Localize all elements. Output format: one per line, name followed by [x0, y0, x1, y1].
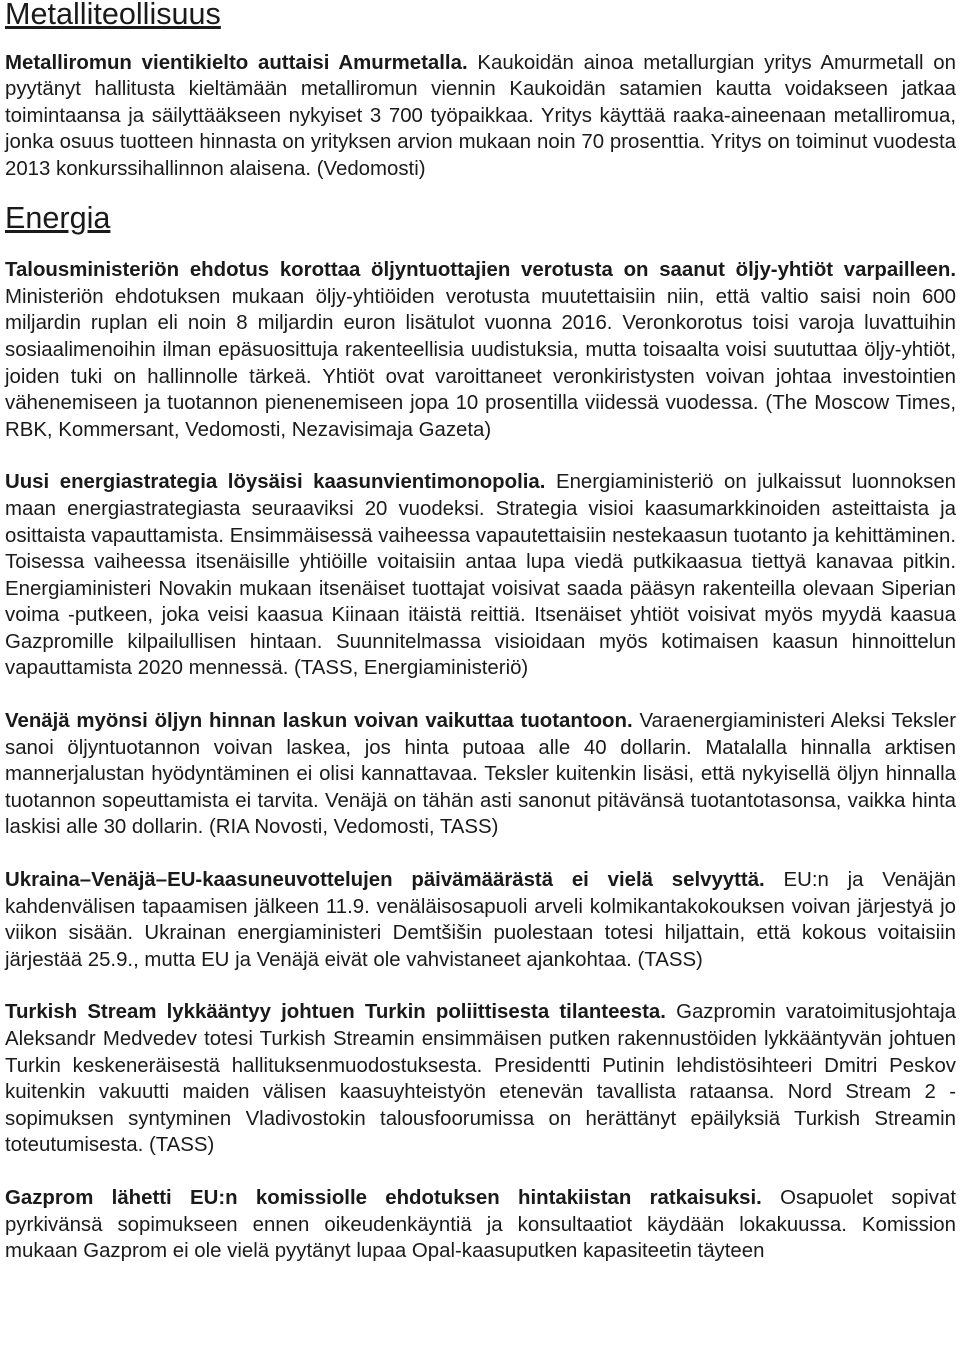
article-amurmetall	[5, 50, 956, 183]
article-body: Gazpromin varatoimitusjohtaja Aleksandr Medvedev totesi Turkish Streamin ensimmäisen putken rakennustöiden lykkääntyvän johtuen Turkin keskeneräisestä hallituksenmuodostuksesta. Presidentti Putinin lehdistösihteeri Dmitri Peskov kuitenkin vakuutti maiden välisen kaasuyhteistyön etenevän tavallista rataansa. Nord Stream 2 -sopimuksen syntyminen Vladivostokin talousfoorumissa on herättänyt epäilyksiä Turkish Streamin toteutumisesta. (TASS)	[5, 1001, 956, 1157]
article-body: EU:n ja Venäjän kahdenvälisen tapaamisen jälkeen 11.9. venäläisosapuoli arveli kolmikantakokouksen voivan järjestyä jo viikon sisään. Ukrainan energiaministeri Demtšišin puolestaan totesi hiljattain, että kokous voitaisiin järjestää 25.9., mutta EU ja Venäjä eivät ole vahvistaneet ajankohtaa. (TASS)	[5, 869, 957, 971]
article-headline: Gazprom lähetti EU:n komissiolle ehdotuksen hintakiistan ratkaisuksi.	[5, 1186, 762, 1209]
article-gazprom-commission	[5, 1185, 956, 1265]
article-headline: Talousministeriön ehdotus korottaa öljyntuottajien verotusta on saanut öljy-yhtiöt varpailleen.	[5, 259, 956, 282]
article-headline: Metalliromun vientikielto auttaisi Amurmetalla.	[5, 51, 468, 74]
article-body: Energiaministeriö on julkaissut luonnoksen maan energiastrategiasta seuraaviksi 20 vuodeksi. Strategia visioi kaasumarkkinoiden asteittaista ja osittaista vapauttamista. Ensimmäisessä vaiheessa vapautettaisiin nestekaasun tuotanto ja kehittäminen. Toisessa vaiheessa itsenäisille yhtiöille voitaisiin antaa lupa viedä putkikaasua tiettyä kanavaa pitkin. Energiaministeri Novakin mukaan itsenäiset tuottajat voisivat saada pääsyn rakenteilla olevaan Siperian voima -putkeen, joka veisi kaasua Kiinaan itäistä reittiä. Itsenäiset yhtiöt voisivat myös myydä kaasua Gazpromille kilpailullisen hintaan. Suunnitelmassa visioidaan myös kotimaisen kaasun hinnoittelun vapauttamista 2020 mennessä. (TASS, Energiaministeriö)	[5, 471, 956, 680]
article-body: Varaenergiaministeri Aleksi Teksler sanoi öljyntuotannon voivan laskea, jos hinta putoaa alle 40 dollarin. Matalalla hinnalla arktisen mannerjalustan hyödyntäminen ei olisi kannattavaa. Teksler kuitenkin lisäsi, että nykyisellä öljyn hinnalla tuotannon sopeuttamista ei tarvita. Venäjä on tähän asti sanonut pitävänsä tuotantotasonsa, vaikka hinta laskisi alle 30 dollarin. (RIA Novosti, Vedomosti, TASS)	[5, 710, 956, 839]
section-heading-energia: Energia	[5, 200, 111, 235]
article-body: Kaukoidän ainoa metallurgian yritys Amurmetall on pyytänyt hallitusta kieltämään metalliromun viennin Kaukoidän satamien kautta voidakseen jatkaa toimintaansa ja säilyttääkseen nykyiset 3 700 työpaikkaa. Yritys käyttää raaka-aineenaan metalliromua, jonka osuus tuotteen hinnasta on yrityksen arvion mukaan noin 70 prosenttia. Yritys on toiminut vuodesta 2013 konkurssihallinnon alaisena. (Vedomosti)	[5, 51, 956, 180]
section-heading-metalliteollisuus: Metalliteollisuus	[5, 0, 221, 31]
article-oil-price	[5, 708, 956, 841]
article-headline: Venäjä myönsi öljyn hinnan laskun voivan vaikuttaa tuotantoon.	[5, 710, 633, 733]
article-oil-tax	[5, 257, 956, 443]
article-body: Ministeriön ehdotuksen mukaan öljy-yhtiöiden verotusta muutettaisiin niin, että valtio saisi noin 600 miljardin ruplan eli noin 8 miljardin euron lisätulot vuonna 2016. Veronkorotus toisi varoja luvattuihin sosiaalimenoihin ilman epäsuosittuja rakenteellisia uudistuksia, mutta toisaalta voisi suututtaa öljy-yhtiöt, joiden tuki on hallinnolle tärkeä. Yhtiöt ovat varoittaneet veronkiristysten voivan johtaa investointien vähenemiseen ja tuotannon pienenemiseen jopa 10 prosentilla viidessä vuodessa. (The Moscow Times, RBK, Kommersant, Vedomosti, Nezavisimaja Gazeta)	[5, 285, 956, 441]
article-turkish-stream	[5, 999, 956, 1159]
article-body: Osapuolet sopivat pyrkivänsä sopimukseen ennen oikeudenkäyntiä ja konsultaatiot käydään lokakuussa. Komission mukaan Gazprom ei ole vielä pyytänyt lupaa Opal-kaasuputken kapasiteetin täyteen	[5, 1186, 957, 1263]
article-headline: Uusi energiastrategia löysäisi kaasunvientimonopolia.	[5, 471, 546, 494]
article-headline: Ukraina–Venäjä–EU-kaasuneuvottelujen päivämäärästä ei vielä selvyyttä.	[5, 869, 765, 892]
article-headline: Turkish Stream lykkääntyy johtuen Turkin poliittisesta tilanteesta.	[5, 1001, 666, 1024]
article-gas-talks	[5, 867, 956, 973]
article-energy-strategy	[5, 469, 956, 682]
